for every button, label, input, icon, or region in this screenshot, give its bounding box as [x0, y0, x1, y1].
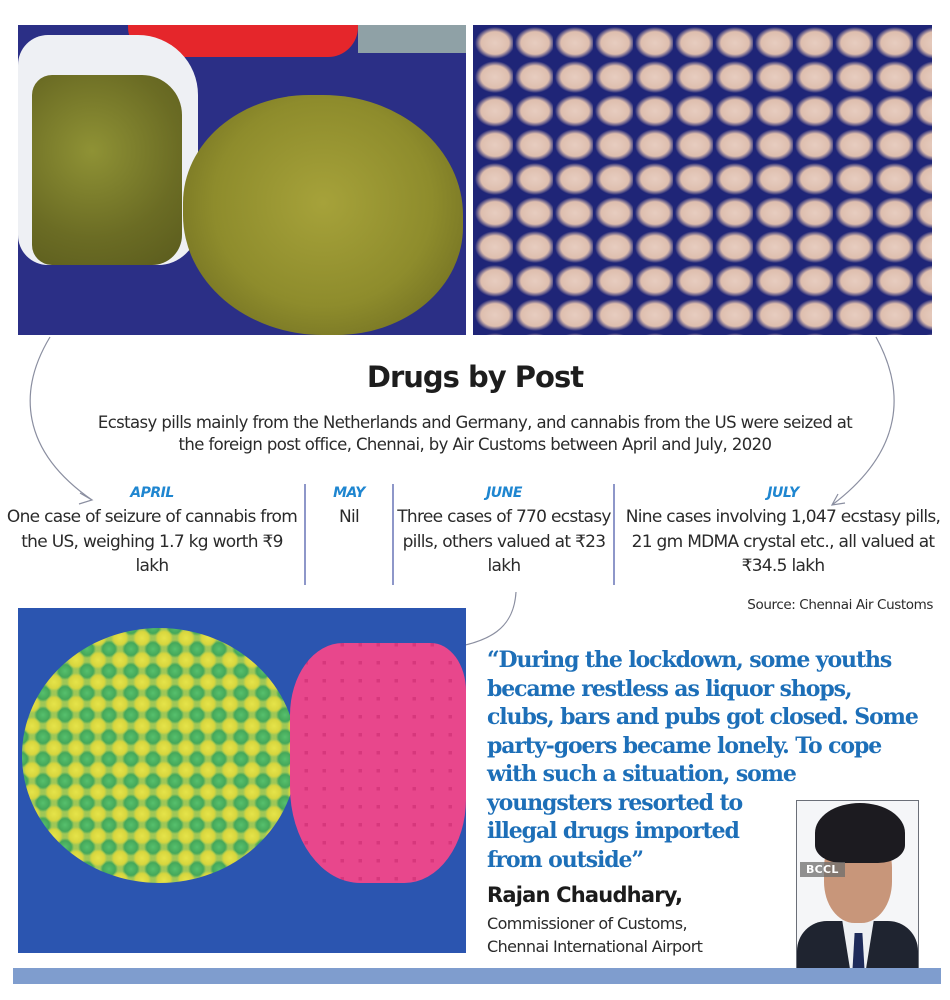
- month-label: APRIL: [130, 485, 174, 501]
- month-text: Nine cases involving 1,047 ecstasy pills, 21 gm MDMA crystal etc., all valued at ₹34.5 lakh: [625, 507, 941, 576]
- column-divider: [392, 484, 394, 585]
- month-text: Three cases of 770 ecstasy pills, others valued at ₹23 lakh: [397, 507, 611, 576]
- month-label: MAY: [333, 485, 365, 501]
- bottom-bar: [13, 968, 941, 984]
- month-text: Nil: [338, 507, 360, 527]
- month-label: JUNE: [486, 485, 522, 501]
- headline: Drugs by Post: [366, 360, 584, 394]
- month-april: [6, 484, 298, 579]
- colored-pills-photo: [18, 608, 466, 953]
- skull-pills-pattern: [473, 25, 932, 335]
- cannabis-in-sack: [32, 75, 182, 265]
- speaker-title: [487, 912, 702, 958]
- source-credit: Source: Chennai Air Customs: [747, 597, 933, 613]
- month-text: One case of seizure of cannabis from the US, weighing 1.7 kg worth ₹9 lakh: [6, 507, 298, 576]
- intro-text: Ecstasy pills mainly from the Netherlands and Germany, and cannabis from the US were seized at the foreign post office, Chennai, by Air Customs between April and July, 2020: [97, 413, 853, 454]
- photo-credit-badge: BCCL: [800, 862, 845, 877]
- quote-line: party-goers became lonely. To cope: [487, 732, 882, 759]
- quote-line: clubs, bars and pubs got closed. Some: [487, 704, 918, 730]
- quote-line: illegal drugs imported: [487, 818, 739, 844]
- quote-line: “During the lockdown, some youths: [487, 647, 892, 673]
- speaker-title-line: Commissioner of Customs,: [487, 914, 687, 933]
- column-divider: [304, 484, 306, 585]
- cannabis-photo: [18, 25, 466, 335]
- month-july: [618, 484, 948, 579]
- quote-line: with such a situation, some: [487, 761, 796, 787]
- speaker-name: Rajan Chaudhary,: [487, 883, 683, 907]
- quote-line: from outside”: [487, 846, 643, 873]
- yellow-green-pills: [22, 628, 297, 883]
- month-label: JULY: [767, 485, 799, 501]
- cloth-shape: [358, 25, 466, 53]
- month-may: [308, 484, 390, 530]
- pink-pills: [290, 643, 466, 883]
- skull-pills-photo: [473, 25, 932, 335]
- quote-line: became restless as liquor shops,: [487, 675, 852, 702]
- quote-line: youngsters resorted to: [487, 789, 743, 816]
- cannabis-pile: [183, 95, 463, 335]
- sack-shape: [18, 35, 198, 265]
- column-divider: [613, 484, 615, 585]
- speaker-title-line: Chennai International Airport: [487, 937, 703, 956]
- speaker-portrait: [796, 800, 919, 977]
- hair-shape: [815, 803, 905, 863]
- month-june: [396, 484, 612, 579]
